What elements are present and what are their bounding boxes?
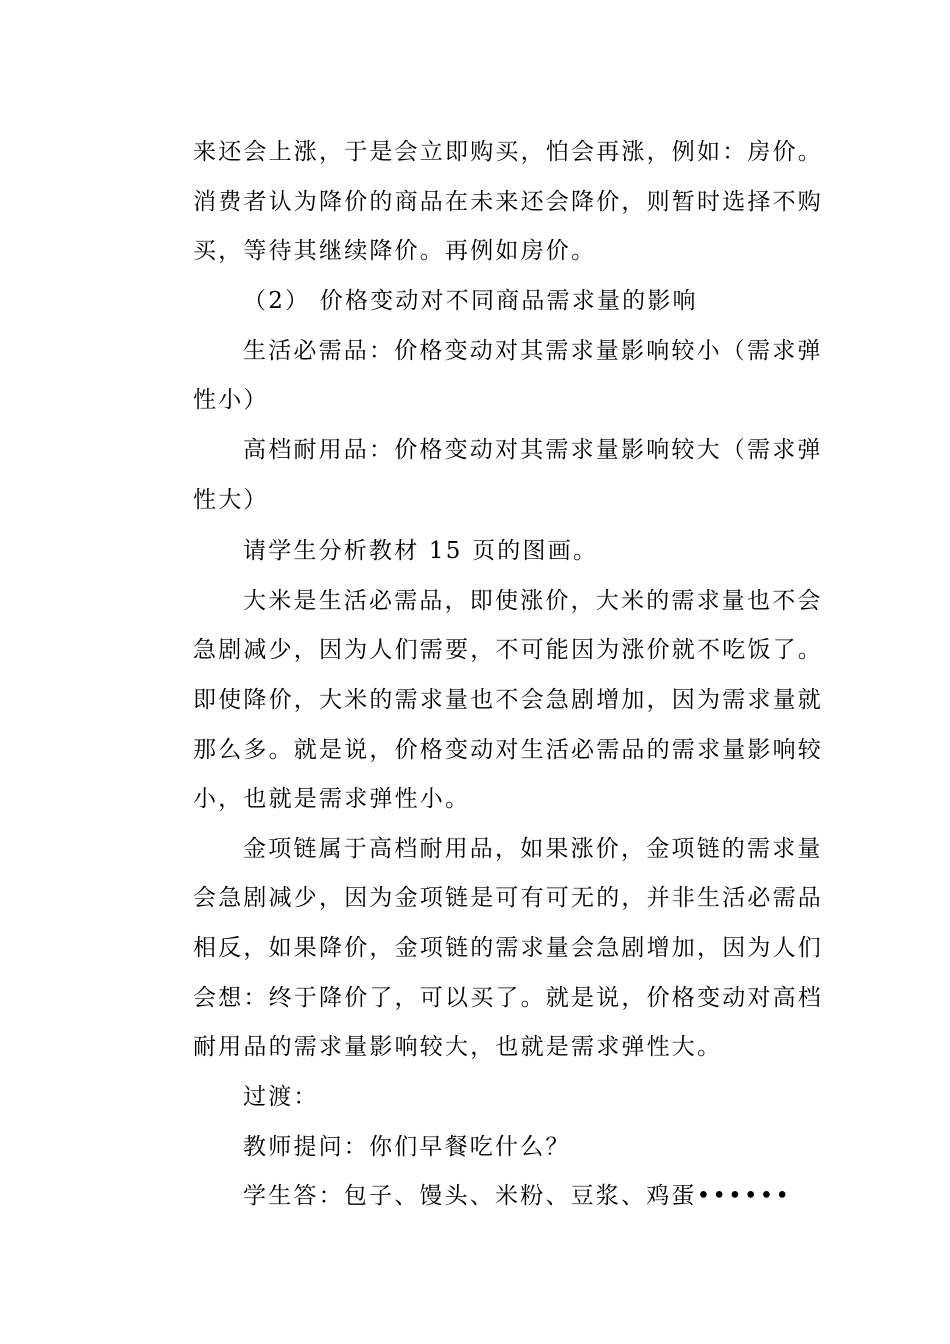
text-line: 相反，如果降价，金项链的需求量会急剧增加，因为人们 <box>193 935 823 961</box>
text-line: 会想：终于降价了，可以买了。就是说，价格变动对高档 <box>193 985 823 1011</box>
text-line: 来还会上涨，于是会立即购买，怕会再涨，例如：房价。 <box>193 139 823 165</box>
text-line: 大米是生活必需品，即使涨价，大米的需求量也不会 <box>243 588 823 614</box>
text-line: 生活必需品：价格变动对其需求量影响较小（需求弹 <box>243 338 823 364</box>
text-line: 性小） <box>193 387 269 413</box>
text-line: 即使降价，大米的需求量也不会急剧增加，因为需求量就 <box>193 687 823 713</box>
text-line: 会急剧减少，因为金项链是可有可无的，并非生活必需品 <box>193 885 823 911</box>
text-line: 请学生分析教材 15 页的图画。 <box>243 538 599 564</box>
text-line: 金项链属于高档耐用品，如果涨价，金项链的需求量 <box>243 836 823 862</box>
text-line: 性大） <box>193 487 269 513</box>
text-line: 小，也就是需求弹性小。 <box>193 786 471 812</box>
text-line: 过渡： <box>243 1084 319 1110</box>
text-line: 耐用品的需求量影响较大，也就是需求弹性大。 <box>193 1034 723 1060</box>
text-line: 学生答：包子、馒头、米粉、豆浆、鸡蛋•••••• <box>243 1183 792 1209</box>
text-line: 高档耐用品：价格变动对其需求量影响较大（需求弹 <box>243 437 823 463</box>
text-line: 那么多。就是说，价格变动对生活必需品的需求量影响较 <box>193 737 823 763</box>
section-heading: （2） 价格变动对不同商品需求量的影响 <box>243 288 698 314</box>
text-line: 买，等待其继续降价。再例如房价。 <box>193 238 597 264</box>
text-line: 教师提问：你们早餐吃什么？ <box>243 1134 571 1160</box>
text-line: 消费者认为降价的商品在未来还会降价，则暂时选择不购 <box>193 189 823 215</box>
text-line: 急剧减少，因为人们需要，不可能因为涨价就不吃饭了。 <box>193 637 823 663</box>
